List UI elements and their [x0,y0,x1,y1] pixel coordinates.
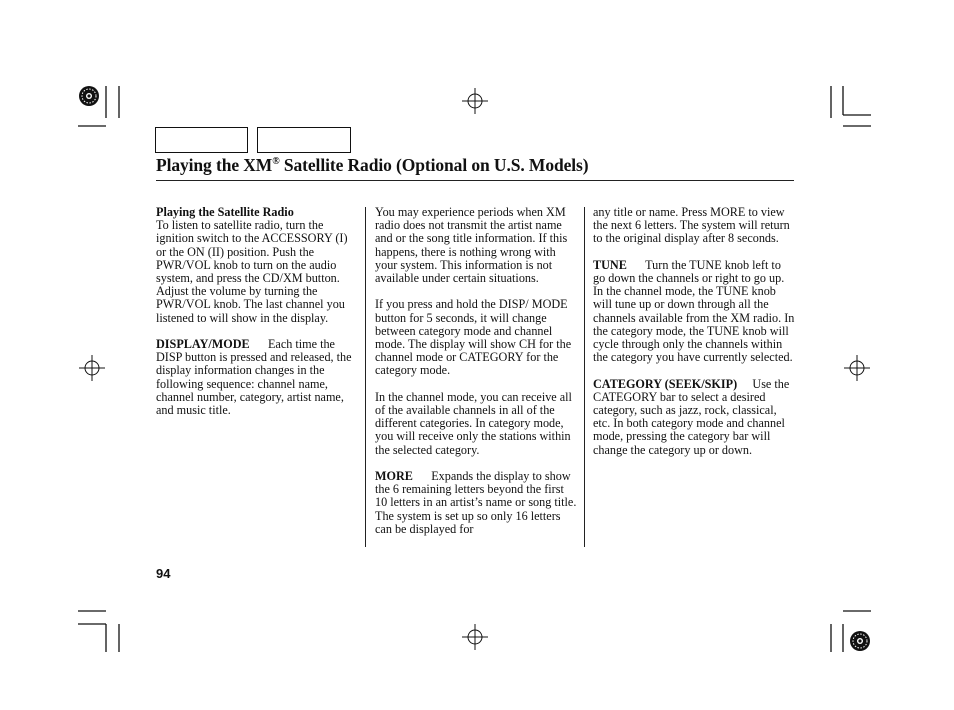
tab-box-left [155,127,248,153]
column-divider-1 [365,207,366,547]
text-category: Use the CATEGORY bar to select a desired category, such as jazz, rock, classical, etc. In both category mode and channel mode, pressing the category bar will change the category up or down. [593,376,790,457]
paragraph-category [593,378,795,457]
paragraph-hold-disp: If you press and hold the DISP/ MODE button for 5 seconds, it will change between category mode and channel mode. The display will show CH for the channel mode or CATEGORY for the category mode. [375,297,572,378]
paragraph-display-mode [156,338,358,417]
paragraph-more-cont: any title or name. Press MORE to view the next 6 letters. The system will return to the original display after 8 seconds. [593,205,790,246]
registration-mark-bottom [462,624,488,650]
label-more: MORE [375,469,413,484]
label-display-mode: DISPLAY/MODE [156,337,250,352]
paragraph-periods: You may experience periods when XM radio does not transmit the artist name and or the song title information. If this happens, there is nothing wrong with your system. This information is not available under certain situations. [375,205,568,286]
title-main: Playing the XM [156,155,273,175]
column-divider-2 [584,207,585,547]
registration-mark-top [462,88,488,114]
gear-target-icon-top-left [79,86,99,106]
registered-mark: ® [272,156,280,167]
title-rule [156,180,794,181]
registration-mark-left [79,355,105,381]
label-tune: TUNE [593,257,627,272]
paragraph-listen: To listen to satellite radio, turn the ignition switch to the ACCESSORY (I) or the ON (II) position. Push the PWR/VOL knob to turn on the audio system, and press the CD/XM button. Adjust the volume by turning the PWR/VOL knob. The last channel you listened to will show in the display. [156,218,348,325]
text-tune: Turn the TUNE knob left to go down the channels or right to go up. In the channel mode, the TUNE knob will tune up or down through all the channels available from the XM radio. In the category mode, the TUNE knob will cycle through only the channels within the category you have currently selected. [593,257,795,365]
tab-box-right [257,127,351,153]
page-number: 94 [156,566,171,581]
paragraph-more [375,470,577,536]
page-title [156,155,588,176]
label-category: CATEGORY (SEEK/SKIP) [593,376,738,391]
title-rest: Satellite Radio (Optional on U.S. Models) [279,155,589,175]
column-2 [375,206,577,549]
paragraph-channel-mode: In the channel mode, you can receive all of the available channels in all of the different categories. In category mode, you will receive only the stations within the selected category. [375,389,572,457]
gear-target-icon-bottom-right [850,631,870,651]
paragraph-tune [593,259,795,365]
text-display-mode: Each time the DISP button is pressed and released, the display information changes in the following sequence: channel name, channel number, category, artist name, and music title. [156,337,352,418]
section-heading: Playing the Satellite Radio [156,205,294,219]
column-3 [593,206,795,470]
column-1 [156,206,358,430]
registration-mark-right [844,355,870,381]
text-more: Expands the display to show the 6 remaining letters beyond the first 10 letters in an artist’s name or song title. The system is set up so only 16 letters can be displayed for [375,469,577,536]
